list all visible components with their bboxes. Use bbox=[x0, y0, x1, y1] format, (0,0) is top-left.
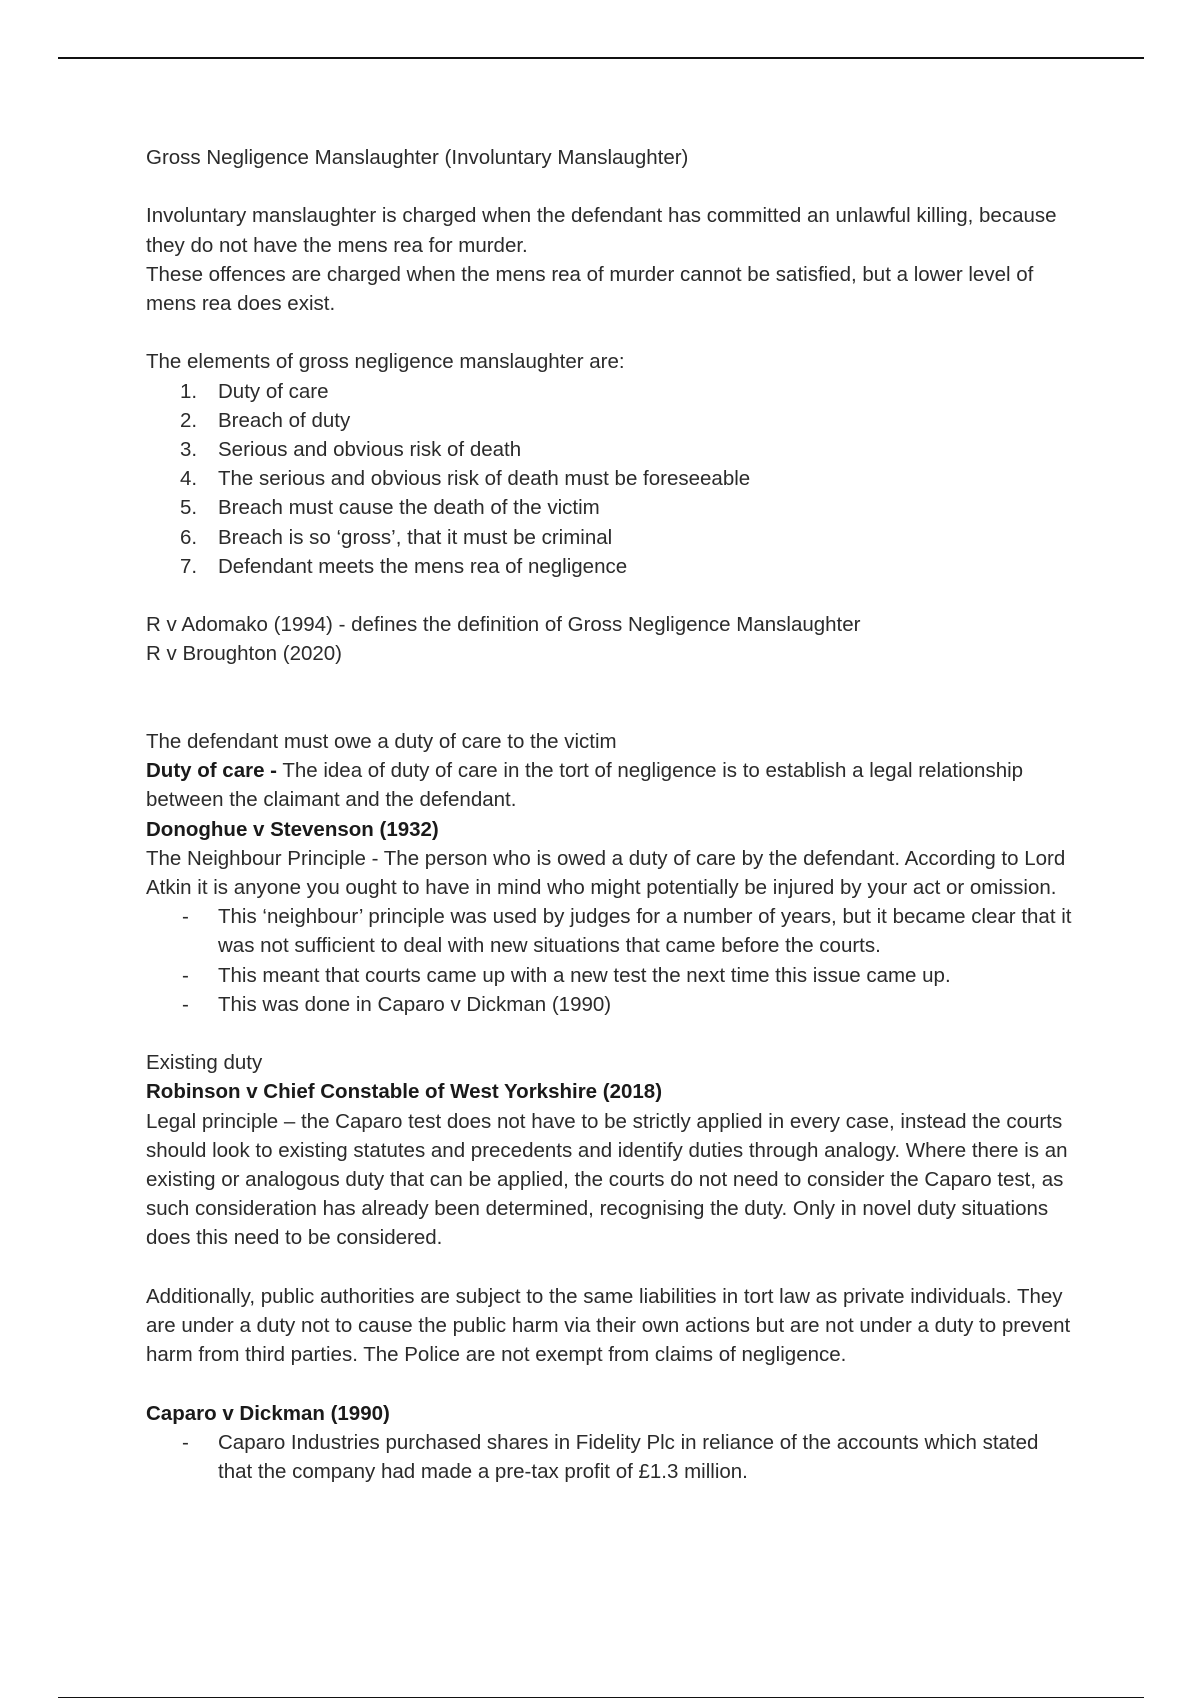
duty-definition-text: The idea of duty of care in the tort of negligence is to establish a legal relationship between the claimant and the defendant. bbox=[146, 759, 1024, 812]
case-heading-donoghue: Donoghue v Stevenson (1932) bbox=[146, 817, 439, 841]
duty-term: Duty of care - bbox=[146, 759, 277, 783]
intro-paragraph-2: These offences are charged when the mens rea of murder cannot be satisfied, but a lower level of mens rea does exist. bbox=[146, 262, 1034, 315]
list-item bbox=[146, 435, 1076, 464]
list-item bbox=[146, 552, 1076, 581]
list-item-text: Serious and obvious risk of death bbox=[218, 438, 522, 461]
list-item-text: This ‘neighbour’ principle was used by judges for a number of years, but it became clear that it was not sufficient to deal with new situations that came before the courts. bbox=[218, 905, 1072, 958]
public-authorities-paragraph: Additionally, public authorities are subject to the same liabilities in tort law as private individuals. They are under a duty not to cause the public harm via their own actions but are not under a duty to prevent harm from third parties. The Police are not exempt from claims of negligence. bbox=[146, 1284, 1071, 1367]
elements-list bbox=[146, 377, 1076, 581]
list-item bbox=[146, 523, 1076, 552]
list-number: 6. bbox=[180, 525, 198, 549]
list-item bbox=[146, 1428, 1076, 1486]
legal-principle-paragraph: Legal principle – the Caparo test does not have to be strictly applied in every case, instead the courts should look to existing statutes and precedents and identify duties through analogy. Where there is an existing or analogous duty that can be applied, the courts do not need to consider the Caparo test, as such consideration has already been determined, recognising the duty. Only in novel duty situations does this need to be considered. bbox=[146, 1109, 1068, 1250]
list-item-text: Breach of duty bbox=[218, 408, 351, 432]
footer-rule bbox=[58, 1697, 1144, 1698]
list-item-text: The serious and obvious risk of death must be foreseeable bbox=[218, 467, 751, 491]
list-item bbox=[146, 961, 1076, 990]
neighbour-principle: The Neighbour Principle - The person who is owed a duty of care by the defendant. According to Lord Atkin it is anyone you ought to have in mind who might potentially be injured by your act or omission. bbox=[146, 846, 1066, 900]
case-heading-robinson: Robinson v Chief Constable of West Yorkshire (2018) bbox=[146, 1080, 663, 1104]
list-item-text: Breach must cause the death of the victim bbox=[218, 496, 600, 520]
case-reference-adomako: R v Adomako (1994) - defines the definition of Gross Negligence Manslaughter bbox=[146, 613, 861, 637]
intro-paragraph-1: Involuntary manslaughter is charged when the defendant has committed an unlawful killing, because they do not have the mens rea for murder. bbox=[146, 204, 1057, 257]
list-item-text: Caparo Industries purchased shares in Fidelity Plc in reliance of the accounts which stated that the company had made a pre-tax profit of £1.3 million. bbox=[218, 1430, 1039, 1484]
dash-icon: - bbox=[182, 992, 189, 1016]
list-number: 4. bbox=[180, 467, 198, 491]
case-heading-caparo: Caparo v Dickman (1990) bbox=[146, 1401, 390, 1425]
neighbour-bullet-list bbox=[146, 902, 1076, 1019]
list-item bbox=[146, 464, 1076, 493]
list-item-text: Breach is so ‘gross’, that it must be criminal bbox=[218, 525, 613, 549]
list-number: 3. bbox=[180, 438, 198, 461]
list-item-text: Duty of care bbox=[218, 379, 329, 403]
list-item-text: This was done in Caparo v Dickman (1990) bbox=[218, 992, 612, 1016]
list-number: 7. bbox=[180, 554, 198, 578]
list-number: 5. bbox=[180, 496, 198, 520]
duty-lead: The defendant must owe a duty of care to the victim bbox=[146, 730, 617, 753]
header-rule bbox=[58, 57, 1144, 59]
dash-icon: - bbox=[182, 963, 189, 987]
dash-icon: - bbox=[182, 905, 189, 929]
list-number: 2. bbox=[180, 408, 198, 432]
document-page bbox=[146, 143, 1076, 1486]
duty-definition bbox=[146, 756, 1076, 814]
list-item bbox=[146, 990, 1076, 1019]
list-item-text: This meant that courts came up with a new test the next time this issue came up. bbox=[218, 963, 951, 987]
dash-icon: - bbox=[182, 1430, 189, 1454]
list-item bbox=[146, 377, 1076, 406]
list-item bbox=[146, 493, 1076, 522]
list-item bbox=[146, 902, 1076, 960]
list-item-text: Defendant meets the mens rea of negligence bbox=[218, 554, 628, 578]
document-title: Gross Negligence Manslaughter (Involuntary Manslaughter) bbox=[146, 146, 689, 169]
elements-heading: The elements of gross negligence manslaughter are: bbox=[146, 350, 625, 374]
caparo-bullet-list bbox=[146, 1428, 1076, 1486]
existing-duty-label: Existing duty bbox=[146, 1051, 263, 1075]
list-number: 1. bbox=[180, 379, 198, 403]
list-item bbox=[146, 406, 1076, 435]
case-reference-broughton: R v Broughton (2020) bbox=[146, 642, 343, 666]
